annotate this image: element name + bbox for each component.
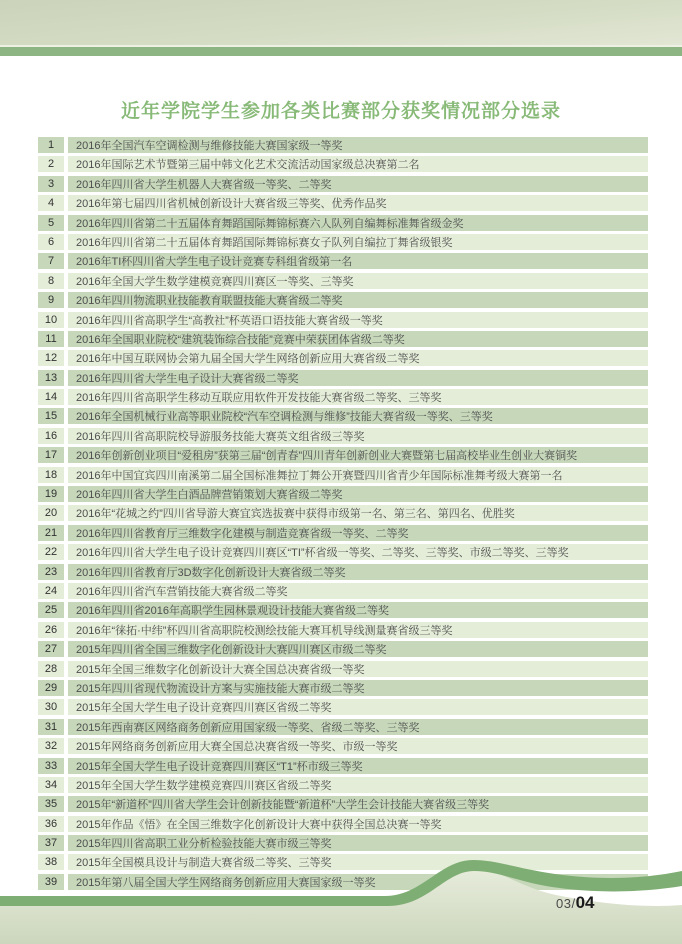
row-number: 27 bbox=[38, 641, 64, 657]
row-text: 2016年TI杯四川省大学生电子设计竞赛专科组省级第一名 bbox=[68, 253, 648, 269]
table-row bbox=[38, 641, 648, 657]
table-row bbox=[38, 176, 648, 192]
row-number: 9 bbox=[38, 292, 64, 308]
table-row bbox=[38, 661, 648, 677]
row-number: 14 bbox=[38, 389, 64, 405]
row-text: 2015年全国大学生电子设计竞赛四川赛区省级二等奖 bbox=[68, 699, 648, 715]
table-row bbox=[38, 215, 648, 231]
table-row bbox=[38, 253, 648, 269]
row-number: 21 bbox=[38, 525, 64, 541]
row-text: 2016年四川省高职学生“高教社”杯英语口语技能大赛省级一等奖 bbox=[68, 312, 648, 328]
table-row bbox=[38, 525, 648, 541]
table-row bbox=[38, 680, 648, 696]
row-number: 10 bbox=[38, 312, 64, 328]
table-row bbox=[38, 544, 648, 560]
header-decor-band bbox=[0, 0, 682, 45]
table-row bbox=[38, 758, 648, 774]
row-text: 2016年四川省大学生白酒品牌营销策划大赛省级二等奖 bbox=[68, 486, 648, 502]
table-row bbox=[38, 156, 648, 172]
row-text: 2016年四川省第二十五届体育舞蹈国际舞锦标赛女子队列自编拉丁舞省级银奖 bbox=[68, 234, 648, 250]
row-text: 2016年四川省高职学生移动互联应用软件开发技能大赛省级二等奖、三等奖 bbox=[68, 389, 648, 405]
row-text: 2016年全国汽车空调检测与维修技能大赛国家级一等奖 bbox=[68, 137, 648, 153]
row-text: 2016年“花城之约”四川省导游大赛宜宾选拔赛中获得市级第一名、第三名、第四名、优胜奖 bbox=[68, 505, 648, 521]
row-number: 22 bbox=[38, 544, 64, 560]
row-text: 2016年全国机械行业高等职业院校“汽车空调检测与维修”技能大赛省级一等奖、三等奖 bbox=[68, 408, 648, 424]
row-text: 2016年四川省教育厅3D数字化创新设计大赛省级二等奖 bbox=[68, 564, 648, 580]
table-row bbox=[38, 738, 648, 754]
table-row bbox=[38, 292, 648, 308]
row-number: 15 bbox=[38, 408, 64, 424]
header-green-strip bbox=[0, 47, 682, 56]
row-number: 24 bbox=[38, 583, 64, 599]
row-number: 20 bbox=[38, 505, 64, 521]
row-number: 29 bbox=[38, 680, 64, 696]
row-number: 26 bbox=[38, 622, 64, 638]
page-number-current: 03/ bbox=[556, 896, 576, 911]
row-number: 2 bbox=[38, 156, 64, 172]
row-text: 2016年四川省汽车营销技能大赛省级二等奖 bbox=[68, 583, 648, 599]
row-number: 1 bbox=[38, 137, 64, 153]
row-text: 2016年四川省大学生电子设计竞赛四川赛区“TI”杯省级一等奖、二等奖、三等奖、市级二等奖、三等奖 bbox=[68, 544, 648, 560]
row-text: 2016年四川省2016年高职学生园林景观设计技能大赛省级二等奖 bbox=[68, 602, 648, 618]
table-row bbox=[38, 796, 648, 812]
row-number: 31 bbox=[38, 719, 64, 735]
row-text: 2016年四川省第二十五届体育舞蹈国际舞锦标赛六人队列自编舞标准舞省级金奖 bbox=[68, 215, 648, 231]
row-text: 2016年第七届四川省机械创新设计大赛省级三等奖、优秀作品奖 bbox=[68, 195, 648, 211]
row-number: 6 bbox=[38, 234, 64, 250]
table-row bbox=[38, 467, 648, 483]
table-row bbox=[38, 564, 648, 580]
row-text: 2016年“徕拓·中纬”杯四川省高职院校测绘技能大赛耳机导线测量赛省级三等奖 bbox=[68, 622, 648, 638]
row-text: 2016年四川省大学生电子设计大赛省级二等奖 bbox=[68, 370, 648, 386]
row-text: 2016年中国宜宾四川南溪第二届全国标准舞拉丁舞公开赛暨四川省青少年国际标准舞考级大赛第一名 bbox=[68, 467, 648, 483]
table-row bbox=[38, 583, 648, 599]
row-number: 11 bbox=[38, 331, 64, 347]
row-number: 17 bbox=[38, 447, 64, 463]
table-row bbox=[38, 370, 648, 386]
row-number: 23 bbox=[38, 564, 64, 580]
row-number: 39 bbox=[38, 874, 64, 890]
row-text: 2015年第八届全国大学生网络商务创新应用大赛国家级一等奖 bbox=[68, 874, 648, 890]
row-number: 35 bbox=[38, 796, 64, 812]
row-number: 30 bbox=[38, 699, 64, 715]
row-text: 2015年四川省全国三维数字化创新设计大赛四川赛区市级二等奖 bbox=[68, 641, 648, 657]
table-row bbox=[38, 137, 648, 153]
table-row bbox=[38, 273, 648, 289]
row-text: 2015年全国大学生数学建模竞赛四川赛区省级二等奖 bbox=[68, 777, 648, 793]
table-row bbox=[38, 719, 648, 735]
table-row bbox=[38, 835, 648, 851]
row-text: 2015年四川省高职工业分析检验技能大赛市级三等奖 bbox=[68, 835, 648, 851]
row-number: 19 bbox=[38, 486, 64, 502]
row-number: 4 bbox=[38, 195, 64, 211]
table-row bbox=[38, 447, 648, 463]
row-text: 2015年网络商务创新应用大赛全国总决赛省级一等奖、市级一等奖 bbox=[68, 738, 648, 754]
row-number: 16 bbox=[38, 428, 64, 444]
row-number: 33 bbox=[38, 758, 64, 774]
row-number: 13 bbox=[38, 370, 64, 386]
table-row bbox=[38, 350, 648, 366]
row-text: 2016年创新创业项目“爱租房”获第三届“创青春”四川青年创新创业大赛暨第七届高校毕业生创业大赛铜奖 bbox=[68, 447, 648, 463]
row-text: 2015年“新道杯”四川省大学生会计创新技能暨“新道杯”大学生会计技能大赛省级三等奖 bbox=[68, 796, 648, 812]
row-text: 2016年四川省大学生机器人大赛省级一等奖、二等奖 bbox=[68, 176, 648, 192]
page-number bbox=[556, 893, 595, 913]
row-number: 25 bbox=[38, 602, 64, 618]
row-text: 2015年四川省现代物流设计方案与实施技能大赛市级二等奖 bbox=[68, 680, 648, 696]
table-row bbox=[38, 699, 648, 715]
table-row bbox=[38, 505, 648, 521]
row-number: 3 bbox=[38, 176, 64, 192]
table-row bbox=[38, 816, 648, 832]
row-number: 28 bbox=[38, 661, 64, 677]
row-number: 5 bbox=[38, 215, 64, 231]
row-number: 37 bbox=[38, 835, 64, 851]
table-row bbox=[38, 428, 648, 444]
table-row bbox=[38, 331, 648, 347]
row-text: 2015年全国大学生电子设计竞赛四川赛区“T1”杯市级三等奖 bbox=[68, 758, 648, 774]
row-text: 2016年中国互联网协会第九届全国大学生网络创新应用大赛省级二等奖 bbox=[68, 350, 648, 366]
row-text: 2016年四川省高职院校导游服务技能大赛英文组省级三等奖 bbox=[68, 428, 648, 444]
row-number: 18 bbox=[38, 467, 64, 483]
table-row bbox=[38, 602, 648, 618]
row-text: 2016年全国大学生数学建模竞赛四川赛区一等奖、三等奖 bbox=[68, 273, 648, 289]
table-row bbox=[38, 408, 648, 424]
row-number: 36 bbox=[38, 816, 64, 832]
row-number: 34 bbox=[38, 777, 64, 793]
table-row bbox=[38, 777, 648, 793]
row-text: 2015年全国三维数字化创新设计大赛全国总决赛省级一等奖 bbox=[68, 661, 648, 677]
row-text: 2015年作品《悟》在全国三维数字化创新设计大赛中获得全国总决赛一等奖 bbox=[68, 816, 648, 832]
table-row bbox=[38, 389, 648, 405]
awards-table bbox=[38, 137, 648, 893]
row-number: 38 bbox=[38, 854, 64, 870]
row-text: 2016年四川物流职业技能教育联盟技能大赛省级二等奖 bbox=[68, 292, 648, 308]
row-text: 2015年全国模具设计与制造大赛省级二等奖、三等奖 bbox=[68, 854, 648, 870]
row-number: 8 bbox=[38, 273, 64, 289]
table-row bbox=[38, 195, 648, 211]
page-number-total: 04 bbox=[575, 893, 595, 912]
row-text: 2016年全国职业院校“建筑装饰综合技能”竞赛中荣获团体省级二等奖 bbox=[68, 331, 648, 347]
table-row bbox=[38, 234, 648, 250]
row-text: 2015年西南赛区网络商务创新应用国家级一等奖、省级二等奖、三等奖 bbox=[68, 719, 648, 735]
row-number: 12 bbox=[38, 350, 64, 366]
row-number: 7 bbox=[38, 253, 64, 269]
table-row bbox=[38, 622, 648, 638]
table-row bbox=[38, 486, 648, 502]
page-title: 近年学院学生参加各类比赛部分获奖情况部分选录 bbox=[120, 101, 561, 122]
row-text: 2016年国际艺术节暨第三届中韩文化艺术交流活动国家级总决赛第二名 bbox=[68, 156, 648, 172]
table-row bbox=[38, 312, 648, 328]
row-text: 2016年四川省教育厅三维数字化建模与制造竞赛省级一等奖、二等奖 bbox=[68, 525, 648, 541]
row-number: 32 bbox=[38, 738, 64, 754]
